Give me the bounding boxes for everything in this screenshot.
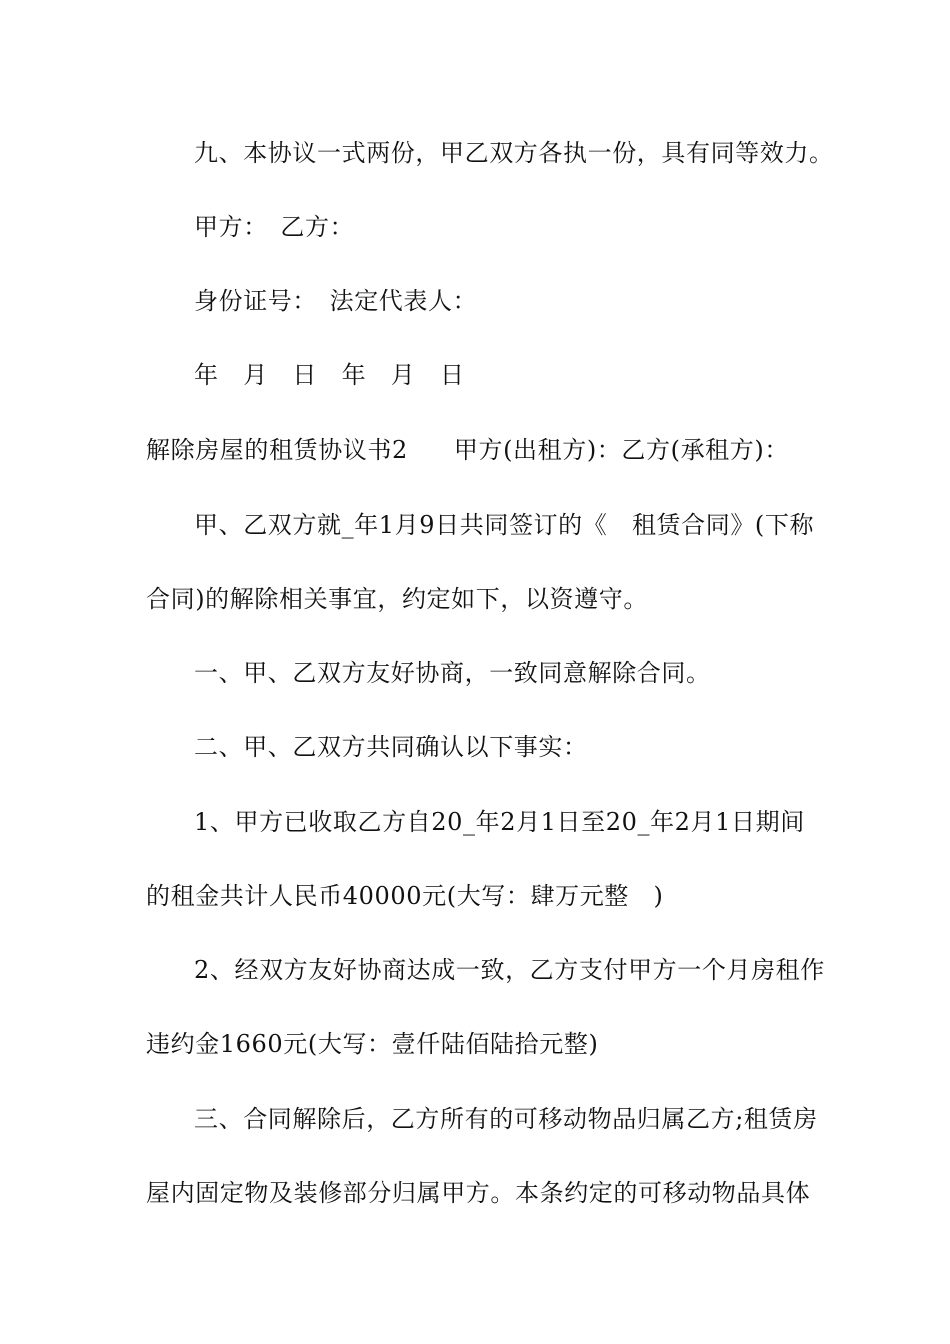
id-representative-labels: 身份证号： 法定代表人： bbox=[194, 287, 478, 315]
party-labels: 甲方： 乙方： bbox=[194, 213, 355, 241]
agreement-heading-line bbox=[146, 434, 826, 466]
fact-one-line-2: 的租金共计人民币40000元(大写：肆万元整 ) bbox=[146, 882, 664, 910]
clause-one: 一、甲、乙双方友好协商，一致同意解除合同。 bbox=[194, 659, 711, 687]
preamble-line-2: 合同)的解除相关事宜，约定如下，以资遵守。 bbox=[146, 585, 648, 613]
preamble-line-1: 甲、乙双方就_年1月9日共同签订的《 租赁合同》(下称 bbox=[194, 511, 815, 539]
fact-two-line-2: 违约金1660元(大写：壹仟陆佰陆拾元整) bbox=[146, 1030, 599, 1058]
clause-three-line-1: 三、合同解除后，乙方所有的可移动物品归属乙方;租赁房 bbox=[194, 1105, 818, 1133]
date-labels: 年 月 日 年 月 日 bbox=[194, 361, 465, 389]
clause-nine: 九、本协议一式两份，甲乙双方各执一份，具有同等效力。 bbox=[194, 139, 834, 167]
fact-one-line-1: 1、甲方已收取乙方自20_年2月1日至20_年2月1日期间 bbox=[194, 808, 805, 836]
clause-three-line-2: 屋内固定物及装修部分归属甲方。本条约定的可移动物品具体 bbox=[146, 1179, 811, 1207]
party-roles: 甲方(出租方)：乙方(承租方)： bbox=[453, 436, 789, 464]
fact-two-line-1: 2、经双方友好协商达成一致，乙方支付甲方一个月房租作 bbox=[194, 956, 825, 984]
agreement-title: 解除房屋的租赁协议书2 bbox=[146, 436, 408, 464]
clause-two: 二、甲、乙双方共同确认以下事实： bbox=[194, 733, 588, 761]
